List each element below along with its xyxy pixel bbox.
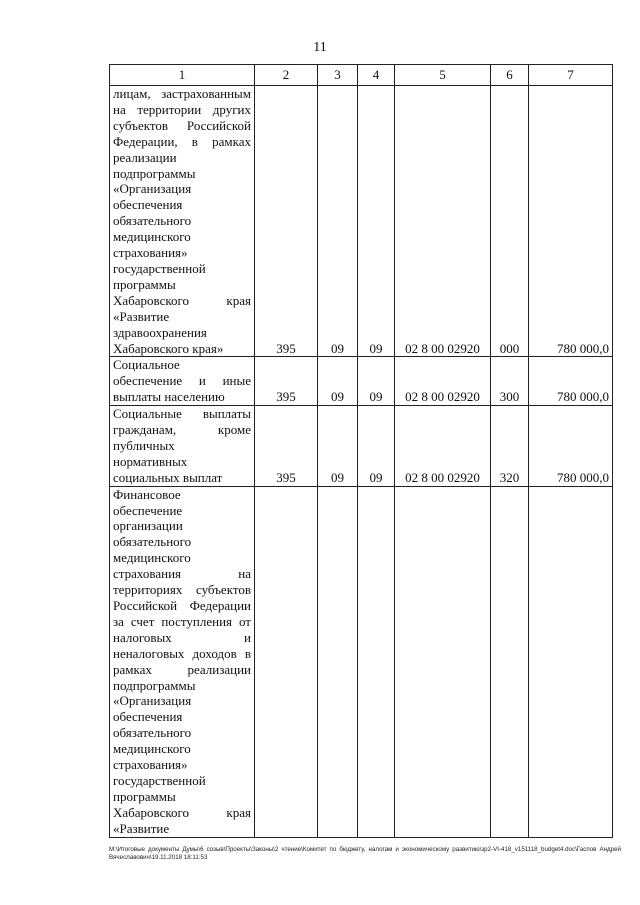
page-number: 11 [313, 40, 327, 55]
cell-subsection: 09 [358, 357, 395, 406]
cell-target-item: 02 8 00 02920 [395, 357, 491, 406]
cell-ministry-code: 395 [255, 406, 318, 487]
row-name: Социальные выплаты гражданам, кроме публичных нормативных социальных выплат [110, 406, 255, 487]
table-row [110, 86, 613, 357]
column-header-3: 3 [318, 65, 358, 86]
document-path-footer: M:\Итоговые документы Думы\6 созыв\Проекты\Законы\2 чтение\Комитет по бюджету, налогам и экономическому развитию\зр2-VI-418_v151118_budget4.doc\Гаспов Андрей Вячеславович\19.11.2018 18:11:53 [109, 846, 621, 861]
column-header-6: 6 [491, 65, 529, 86]
row-name: Социальное обеспечение и иные выплаты населению [110, 357, 255, 406]
cell-ministry-code [255, 486, 318, 837]
cell-target-item [395, 486, 491, 837]
cell-subsection: 09 [358, 86, 395, 357]
cell-target-item: 02 8 00 02920 [395, 86, 491, 357]
row-name: лицам, застрахованным на территории других субъектов Российской Федерации, в рамках реализации подпрограммы «Организация обеспечения обязательного медицинского страхования» государственной программы Хабаровского края «Развитие здравоохранения Хабаровского края» [110, 86, 255, 357]
cell-subsection [358, 486, 395, 837]
cell-amount: 780 000,0 [529, 406, 613, 487]
cell-expense-type [491, 486, 529, 837]
cell-expense-type: 320 [491, 406, 529, 487]
column-header-4: 4 [358, 65, 395, 86]
cell-ministry-code: 395 [255, 86, 318, 357]
cell-section: 09 [318, 406, 358, 487]
cell-amount [529, 486, 613, 837]
cell-section [318, 486, 358, 837]
budget-table [109, 64, 613, 838]
table-row [110, 406, 613, 487]
cell-expense-type: 300 [491, 357, 529, 406]
cell-section: 09 [318, 86, 358, 357]
cell-subsection: 09 [358, 406, 395, 487]
cell-ministry-code: 395 [255, 357, 318, 406]
cell-expense-type: 000 [491, 86, 529, 357]
cell-amount: 780 000,0 [529, 86, 613, 357]
table-row [110, 486, 613, 837]
column-header-7: 7 [529, 65, 613, 86]
header-row [110, 65, 613, 86]
column-header-1: 1 [110, 65, 255, 86]
table-row [110, 357, 613, 406]
cell-amount: 780 000,0 [529, 357, 613, 406]
cell-section: 09 [318, 357, 358, 406]
row-name: Финансовое обеспечение организации обязательного медицинского страхования на территориях субъектов Российской Федерации за счет поступления от налоговых и неналоговых доходов в рамках реализации подпрограммы «Организация обеспечения обязательного медицинского страхования» государственной программы Хабаровского края «Развитие [110, 486, 255, 837]
column-header-5: 5 [395, 65, 491, 86]
cell-target-item: 02 8 00 02920 [395, 406, 491, 487]
column-header-2: 2 [255, 65, 318, 86]
